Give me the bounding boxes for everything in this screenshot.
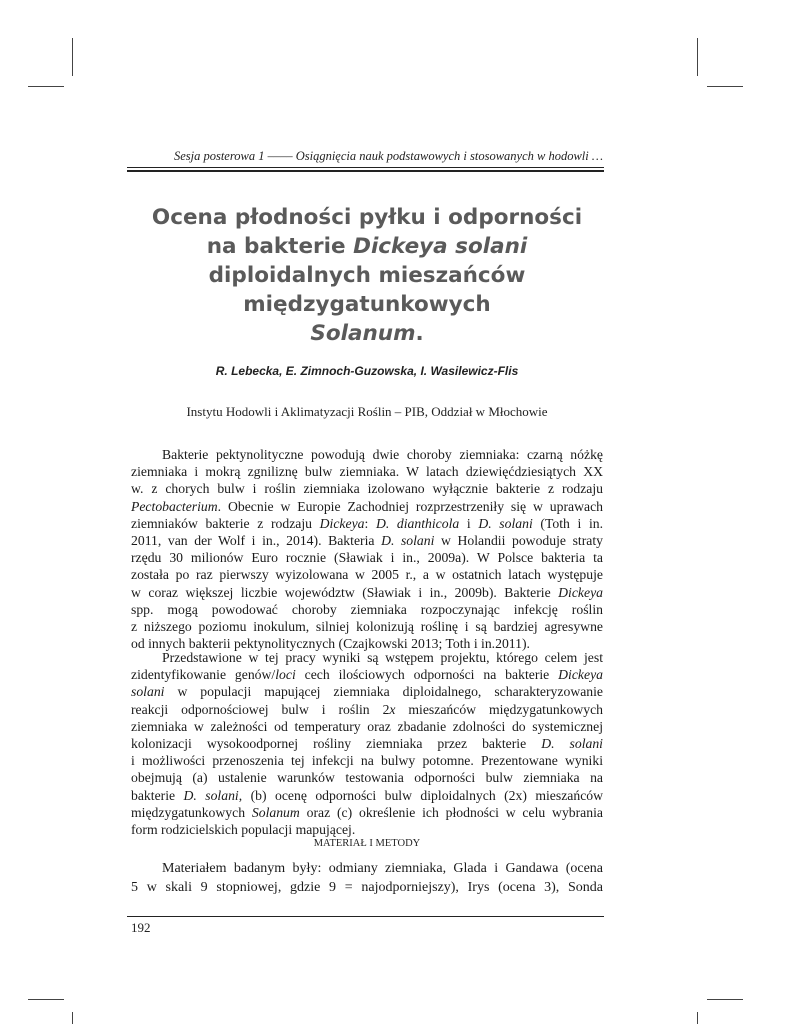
text-line: ziemniaka i mokrą zgniliznę bulw ziemniaka. W latach dziewięćdziesiątych XX: [131, 464, 603, 480]
paragraph-materials: [131, 859, 603, 897]
species-name: D. solani: [381, 533, 435, 549]
text-line: i możliwości przenoszenia tej infekcji na bulwy potomne. Prezentowane wyniki: [131, 753, 603, 769]
text-line: 5 w skali 9 stopniowej, gdzie 9 = najodporniejszy), Irys (ocena 3), Sonda: [131, 880, 603, 895]
text-line: ziemniaka w zależności od temperatury oraz zbadanie zdolności do systemicznej: [131, 718, 603, 734]
title-line-5: [131, 319, 603, 348]
text-line: w. z chorych bulw i roślin ziemniaka izolowano wyłącznie bakterie z rodzaju: [131, 481, 603, 497]
header-rule-thin: [127, 167, 604, 168]
species-name: D. solani: [541, 736, 603, 752]
genus-name: Solanum: [251, 804, 300, 820]
text-line: od innych bakterii pektynolitycznych (Czajkowski 2013; Toth i in.2011).: [131, 636, 530, 652]
section-heading: MATERIAŁ I METODY: [313, 838, 421, 849]
crop-mark-bottom-left: [72, 1012, 73, 1024]
affiliation: Instytu Hodowli i Aklimatyzacji Roślin – PIB, Oddział w Młochowie: [186, 404, 548, 419]
title-line-4: międzygatunkowych: [243, 292, 491, 317]
text-line: [131, 683, 603, 700]
title-line-2: [131, 232, 603, 261]
text-run: w populacji mapującej ziemniaka diploidalnego, scharakteryzowanie: [164, 684, 603, 700]
text-line: [131, 701, 603, 718]
genus-name: Pectobacterium: [131, 498, 218, 514]
genus-name: Dickeya: [558, 667, 603, 683]
text-run: :: [364, 515, 376, 531]
crop-mark-bottom-right: [697, 1012, 698, 1024]
genus-name: Dickeya: [319, 515, 365, 531]
title-genus: Solanum: [310, 321, 416, 346]
species-name: D. solani: [478, 515, 533, 531]
title-line-3: diploidalnych mieszańców: [208, 263, 526, 288]
species-name: solani: [131, 684, 165, 700]
text-run: oraz (c) określenie ich płodności w celu wybrania: [299, 804, 603, 820]
crop-mark-bottom-left-h: [28, 999, 64, 1000]
text-run: cech ilościowych odporności na bakterie: [295, 667, 559, 683]
text-line: [131, 804, 603, 821]
text-line: [131, 584, 603, 601]
text-line: [131, 532, 603, 549]
text-run: kolonizacji wysokoodpornej rośliny ziemniaka przez bakterie: [131, 736, 542, 752]
text-line: spp. mogą powodować choroby ziemniaka rozpoczynając infekcję roślin: [131, 601, 603, 617]
species-name: D. dianthicola: [375, 515, 460, 531]
header-rule-thick: [127, 170, 604, 172]
text-run: bakterie: [131, 787, 184, 803]
text-line: [131, 515, 603, 532]
text-line: [131, 787, 603, 804]
text-run: zidentyfikowanie genów/: [131, 667, 276, 683]
title-species: Dickeya solani: [353, 234, 528, 259]
text-run: i: [459, 515, 479, 531]
text-run: (Toth i in.: [532, 515, 604, 531]
text-line: form rodzicielskich populacji mapującej.: [131, 822, 356, 838]
text-run: reakcji odpornościowej bulw i roślin 2: [131, 701, 390, 717]
species-name: D. solani: [183, 787, 239, 803]
running-head: Sesja posterowa 1 –––– Osiągnięcia nauk podstawowych i stosowanych w hodowli …: [173, 149, 603, 163]
italic-term: loci: [275, 667, 296, 683]
text-line: obejmują (a) ustalenie warunków testowania odporności bulw ziemniaka na: [131, 770, 603, 786]
text-run: , (b) ocenę odporności bulw diploidalnych (2x) mieszańców: [238, 787, 603, 803]
text-line: z niższego poziomu inokulum, silniej kolonizują roślinę i są bardziej agresywne: [131, 619, 603, 635]
text-run: w Holandii powoduje straty: [434, 533, 603, 549]
text-line: [131, 666, 603, 683]
genus-name: Dickeya: [558, 584, 603, 600]
text-line: Bakterie pektynolityczne powodują dwie choroby ziemniaka: czarną nóżkę: [162, 447, 603, 462]
paragraph-intro: [131, 446, 603, 652]
text-run: w coraz większej liczbie województw (Sławiak i in., 2009b). Bakterie: [131, 584, 559, 600]
text-run: mieszańców międzygatunkowych: [395, 701, 603, 717]
authors: R. Lebecka, E. Zimnoch-Guzowska, I. Wasilewicz-Flis: [215, 364, 519, 378]
crop-mark-top-left: [72, 38, 73, 76]
paragraph-aims: [131, 649, 603, 838]
italic-term: x: [389, 701, 396, 717]
crop-mark-bottom-right-h: [707, 999, 743, 1000]
text-run: 2011, van der Wolf i in., 2014). Bakteria: [131, 533, 382, 549]
title-text: na bakterie: [206, 234, 354, 259]
text-run: międzygatunkowych: [131, 804, 252, 820]
text-run: . Obecnie w Europie Zachodniej rozprzestrzeniły się w uprawach: [217, 498, 603, 514]
footer-rule: [127, 916, 604, 917]
title-line-1: Ocena płodności pyłku i odporności: [151, 205, 583, 230]
text-line: Przedstawione w tej pracy wyniki są wstępem projektu, którego celem jest: [162, 650, 603, 665]
text-run: ziemniaków bakterie z rodzaju: [131, 515, 320, 531]
text-line: Materiałem badanym były: odmiany ziemniaka, Glada i Gandawa (ocena: [162, 861, 603, 876]
text-line: rzędu 30 milionów Euro rocznie (Sławiak i in., 2009a). W Polsce bakteria ta: [131, 550, 603, 566]
text-line: [131, 735, 603, 752]
text-line: została po raz pierwszy wyizolowana w 2005 r., a w ostatnich latach występuje: [131, 567, 603, 583]
crop-mark-top-right-h: [707, 86, 743, 87]
article-title: [131, 203, 603, 348]
crop-mark-top-left-h: [28, 86, 64, 87]
text-line: [131, 498, 603, 515]
title-period: .: [415, 321, 424, 346]
page-number: 192: [131, 920, 151, 935]
crop-mark-top-right: [697, 38, 698, 76]
